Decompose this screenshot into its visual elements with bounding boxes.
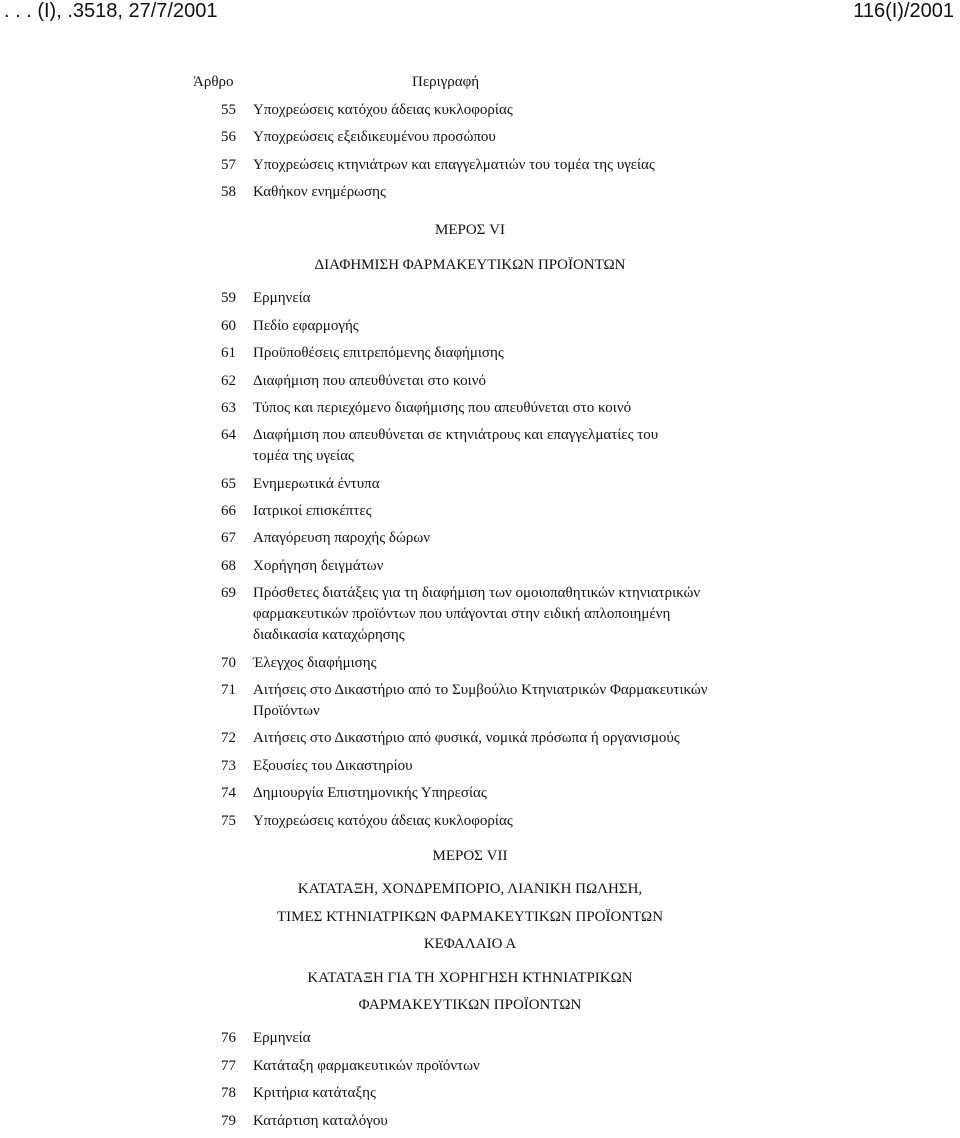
article-description: Αιτήσεις στο Δικαστήριο από το Συμβούλιο Κτηνιατρικών Φαρμακευτικών <box>253 682 708 699</box>
section-title <box>0 907 960 934</box>
description-column-header: Περιγραφή <box>412 74 480 90</box>
article-number: 58 <box>221 184 236 201</box>
article-number: 77 <box>221 1057 236 1074</box>
article-entry <box>0 1111 960 1138</box>
article-number: 69 <box>221 585 236 602</box>
article-entry <box>0 756 960 783</box>
article-column-header: Άρθρο <box>193 74 234 90</box>
article-entry <box>0 501 960 528</box>
article-description: φαρμακευτικών προϊόντων που υπάγονται στην ειδική απλοποιημένη <box>253 606 671 623</box>
article-entry <box>0 371 960 398</box>
section-title <box>0 879 960 906</box>
article-number: 65 <box>221 475 236 492</box>
article-description: Υποχρεώσεις κτηνιάτρων και επαγγελματιών του τομέα της υγείας <box>253 156 655 173</box>
article-number: 56 <box>221 129 236 146</box>
article-entry <box>0 811 960 838</box>
section-title-text: ΚΑΤΑΤΑΞΗ ΓΙΑ ΤΗ ΧΟΡΗΓΗΣΗ ΚΤΗΝΙΑΤΡΙΚΩΝ <box>307 969 633 986</box>
article-number: 64 <box>221 427 236 444</box>
section-title <box>0 934 960 961</box>
article-number: 57 <box>221 156 236 173</box>
article-entry <box>0 1056 960 1083</box>
article-number: 79 <box>221 1112 236 1129</box>
header-gazette-ref: . . . (I), .3518, 27/7/2001 <box>4 0 218 22</box>
article-entry <box>0 556 960 583</box>
section-title-text: ΦΑΡΜΑΚΕΥΤΙΚΩΝ ΠΡΟΪΟΝΤΩΝ <box>358 996 582 1013</box>
article-entry <box>0 288 960 315</box>
article-number: 78 <box>221 1085 236 1102</box>
article-entry <box>0 155 960 182</box>
article-number: 62 <box>221 372 236 389</box>
article-number: 72 <box>221 730 236 747</box>
article-number: 71 <box>221 682 236 699</box>
article-number: 55 <box>221 102 236 118</box>
article-number: 60 <box>221 317 236 334</box>
article-description: Δημιουργία Επιστημονικής Υπηρεσίας <box>253 785 487 802</box>
article-entry <box>0 1028 960 1055</box>
article-entry <box>0 1083 960 1110</box>
article-entry <box>0 316 960 343</box>
article-entry <box>0 783 960 810</box>
article-description: Ιατρικοί επισκέπτες <box>253 503 372 520</box>
article-entry <box>0 425 960 473</box>
article-number: 67 <box>221 530 236 547</box>
section-title <box>0 255 960 282</box>
article-entry <box>0 653 960 680</box>
article-description: Ενημερωτικά έντυπα <box>253 475 380 492</box>
article-number: 68 <box>221 557 236 574</box>
article-description: Υποχρεώσεις κατόχου άδειας κυκλοφορίας <box>253 812 513 829</box>
article-entry <box>0 528 960 555</box>
article-entry <box>0 728 960 755</box>
article-description: Ερμηνεία <box>253 1030 311 1047</box>
article-entry <box>0 583 960 652</box>
article-description: Υποχρεώσεις κατόχου άδειας κυκλοφορίας <box>253 102 513 118</box>
section-title-text: ΚΑΤΑΤΑΞΗ, ΧΟΝΔΡΕΜΠΟΡΙΟ, ΛΙΑΝΙΚΗ ΠΩΛΗΣΗ, <box>297 881 643 898</box>
article-number: 74 <box>221 785 236 802</box>
section-title-text: ΚΕΦΑΛΑΙΟ Α <box>423 936 517 953</box>
article-description: Κατάρτιση καταλόγου <box>253 1112 388 1129</box>
article-description: Ερμηνεία <box>253 290 311 307</box>
article-description: Προϋποθέσεις επιτρεπόμενης διαφήμισης <box>253 345 504 362</box>
article-number: 59 <box>221 290 236 307</box>
article-description: Διαφήμιση που απευθύνεται σε κτηνιάτρους και επαγγελματίες του <box>253 427 659 444</box>
section-title <box>0 968 960 995</box>
article-description: Εξουσίες του Δικαστηρίου <box>253 757 413 774</box>
article-entry <box>0 398 960 425</box>
article-number: 66 <box>221 503 236 520</box>
article-description: Κριτήρια κατάταξης <box>253 1085 376 1102</box>
article-description: Έλεγχος διαφήμισης <box>253 654 377 671</box>
article-description: Τύπος και περιεχόμενο διαφήμισης που απευθύνεται στο κοινό <box>253 399 632 416</box>
section-title-text: ΤΙΜΕΣ ΚΤΗΝΙΑΤΡΙΚΩΝ ΦΑΡΜΑΚΕΥΤΙΚΩΝ ΠΡΟΪΟΝΤΩΝ <box>276 908 664 925</box>
section-title-text: ΔΙΑΦΗΜΙΣΗ ΦΑΡΜΑΚΕΥΤΙΚΩΝ ΠΡΟΪΟΝΤΩΝ <box>314 256 626 273</box>
article-description: Χορήγηση δειγμάτων <box>253 557 384 574</box>
article-number: 75 <box>221 812 236 829</box>
section-title-text: ΜΕΡΟΣ VII <box>432 847 508 864</box>
article-number: 70 <box>221 654 236 671</box>
article-entry <box>0 127 960 154</box>
article-entry <box>0 100 960 127</box>
article-entry <box>0 182 960 209</box>
article-number: 73 <box>221 757 236 774</box>
article-description: Προϊόντων <box>253 703 320 720</box>
table-of-contents <box>0 74 960 1138</box>
table-header <box>0 74 960 100</box>
section-title-text: ΜΕΡΟΣ VI <box>435 221 505 238</box>
article-number: 61 <box>221 345 236 362</box>
article-number: 63 <box>221 399 236 416</box>
article-description: Διαφήμιση που απευθύνεται στο κοινό <box>253 372 486 389</box>
section-title <box>0 846 960 873</box>
article-description: διαδικασία καταχώρησης <box>253 627 405 644</box>
header-law-number: 116(I)/2001 <box>853 0 954 22</box>
article-description: Πρόσθετες διατάξεις για τη διαφήμιση των ομοιοπαθητικών κτηνιατρικών <box>253 585 701 602</box>
article-description: Υποχρεώσεις εξειδικευμένου προσώπου <box>253 129 496 146</box>
article-number: 76 <box>221 1030 236 1047</box>
article-entry <box>0 474 960 501</box>
section-title <box>0 995 960 1022</box>
article-description: Κατάταξη φαρμακευτικών προϊόντων <box>253 1057 480 1074</box>
article-description: Απαγόρευση παροχής δώρων <box>253 530 430 547</box>
article-description: Καθήκον ενημέρωσης <box>253 184 386 201</box>
article-description: Πεδίο εφαρμογής <box>253 317 359 334</box>
article-description: τομέα της υγείας <box>253 448 354 465</box>
page-header <box>0 0 960 26</box>
section-title <box>0 220 960 247</box>
article-entry <box>0 343 960 370</box>
article-description: Αιτήσεις στο Δικαστήριο από φυσικά, νομικά πρόσωπα ή οργανισμούς <box>253 730 680 747</box>
article-entry <box>0 680 960 728</box>
